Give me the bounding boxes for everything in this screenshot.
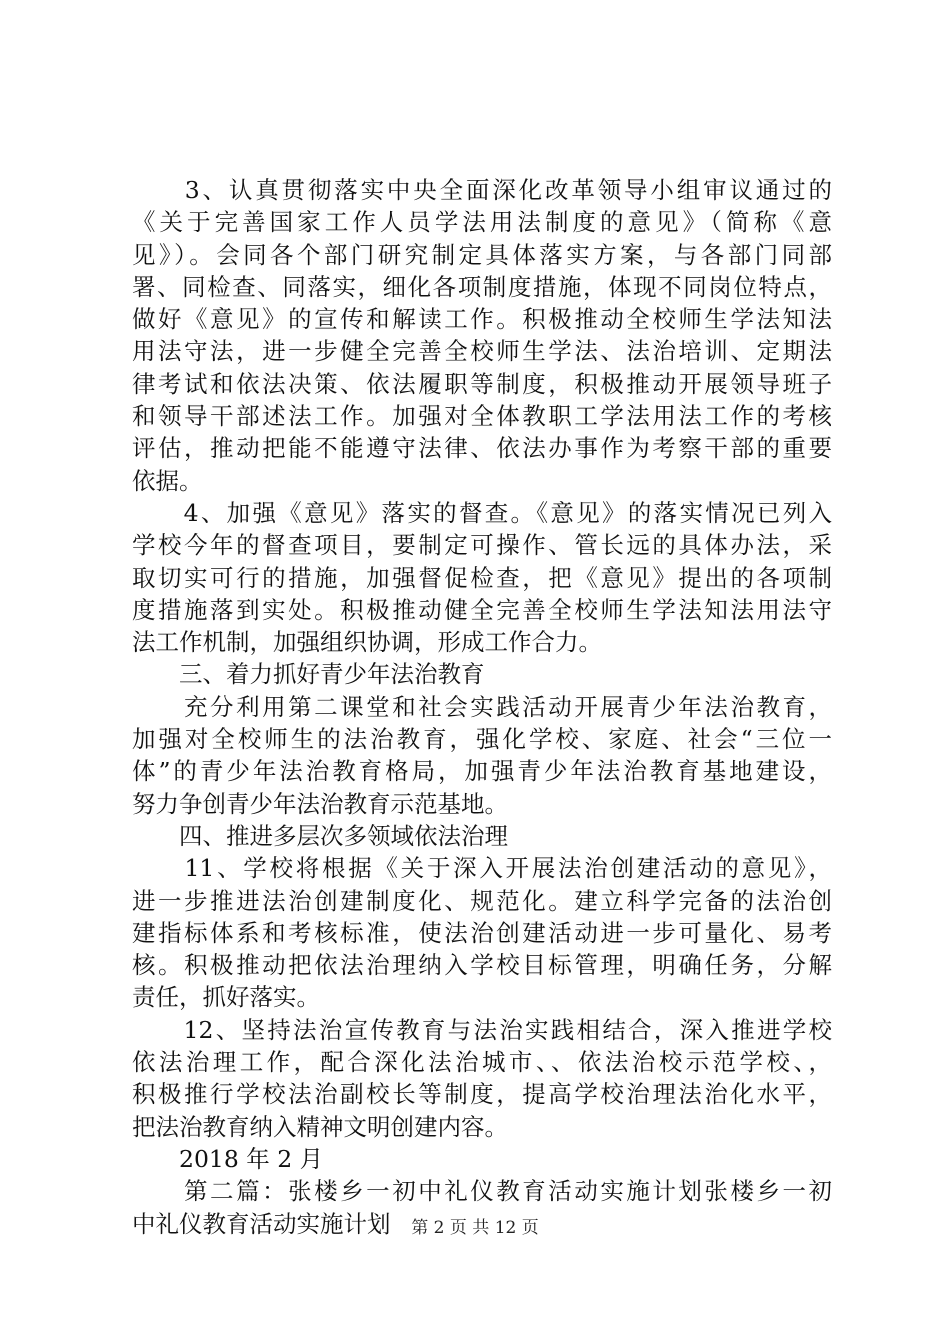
text-line: 四、推进多层次多领域依法治理 <box>132 821 508 850</box>
text-line: 12、坚持法治宣传教育与法治实践相结合，深入推进学校 <box>132 1015 832 1044</box>
text-line: 做好《意见》的宣传和解读工作。积极推动全校师生学法知法 <box>132 305 832 334</box>
text-line: 责任，抓好落实。 <box>132 983 320 1012</box>
text-line: 努力争创青少年法治教育示范基地。 <box>132 789 508 818</box>
text-line: 三、着力抓好青少年法治教育 <box>132 660 485 689</box>
text-line: 度措施落到实处。积极推动健全完善全校师生学法知法用法守 <box>132 595 832 624</box>
text-line: 3、认真贯彻落实中央全面深化改革领导小组审议通过的 <box>132 176 832 204</box>
text-line: 和领导干部述法工作。加强对全体教职工学法用法工作的考核 <box>132 402 832 431</box>
text-line: 依据。 <box>132 466 203 495</box>
text-line: 见》）。会同各个部门研究制定具体落实方案，与各部门同部 <box>132 240 832 269</box>
text-line: 署、同检查、同落实，细化各项制度措施，体现不同岗位特点， <box>132 272 832 301</box>
text-line: 建指标体系和考核标准，使法治创建活动进一步可量化、易考 <box>132 918 832 947</box>
text-line: 《关于完善国家工作人员学法用法制度的意见》（简称《意 <box>132 208 832 237</box>
page-number-footer: 第 2 页 共 12 页 <box>411 1218 539 1238</box>
text-line: 加强对全校师生的法治教育，强化学校、家庭、社会“三位一 <box>132 725 832 754</box>
text-line: 2018 年 2 月 <box>132 1144 324 1173</box>
text-line: 评估，推动把能不能遵守法律、依法办事作为考察干部的重要 <box>132 434 832 463</box>
text-line: 体”的青少年法治教育格局，加强青少年法治教育基地建设， <box>132 757 832 786</box>
text-line: 4、加强《意见》落实的督查。《意见》的落实情况已列入 <box>132 498 832 527</box>
text-line: 中礼仪教育活动实施计划 <box>132 1209 391 1238</box>
text-line: 律考试和依法决策、依法履职等制度，积极推动开展领导班子 <box>132 369 832 398</box>
text-line: 用法守法，进一步健全完善全校师生学法、法治培训、定期法 <box>132 337 832 366</box>
text-line: 11、学校将根据《关于深入开展法治创建活动的意见》， <box>132 854 832 883</box>
text-line: 核。积极推动把依法治理纳入学校目标管理，明确任务，分解 <box>132 951 832 980</box>
text-line: 学校今年的督查项目，要制定可操作、管长远的具体办法，采 <box>132 531 832 560</box>
text-line: 充分利用第二课堂和社会实践活动开展青少年法治教育， <box>132 692 832 721</box>
text-line: 取切实可行的措施，加强督促检查，把《意见》提出的各项制 <box>132 563 832 592</box>
text-line: 法工作机制，加强组织协调，形成工作合力。 <box>132 628 602 657</box>
text-line: 依法治理工作，配合深化法治城市、、依法治校示范学校、， <box>132 1048 832 1077</box>
document-body <box>132 174 832 1240</box>
text-line: 第二篇：张楼乡一初中礼仪教育活动实施计划张楼乡一初 <box>132 1177 832 1206</box>
text-line: 进一步推进法治创建制度化、规范化。建立科学完备的法治创 <box>132 886 832 915</box>
text-line: 积极推行学校法治副校长等制度，提高学校治理法治化水平， <box>132 1080 832 1109</box>
text-line: 把法治教育纳入精神文明创建内容。 <box>132 1112 508 1141</box>
